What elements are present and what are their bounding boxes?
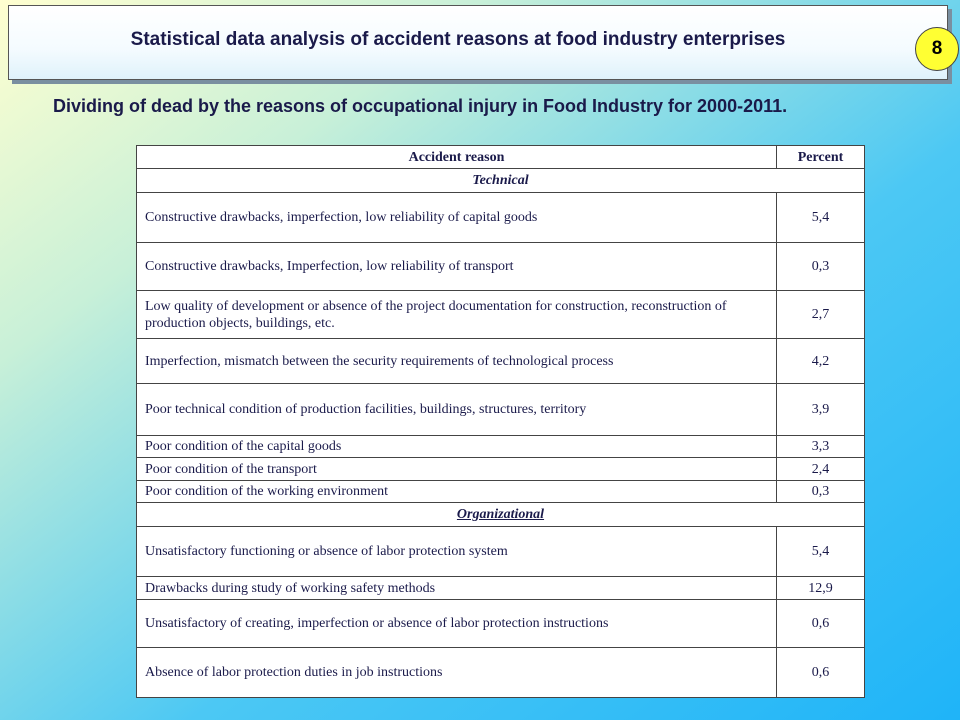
- reason-cell: Constructive drawbacks, Imperfection, low reliability of transport: [137, 243, 777, 291]
- reason-cell: Poor condition of the working environment: [137, 481, 777, 503]
- table-row: [137, 648, 865, 698]
- table-row: [137, 458, 865, 481]
- table-row: [137, 384, 865, 436]
- table-row: [137, 527, 865, 577]
- percent-cell: 4,2: [777, 339, 865, 384]
- table-row: [137, 291, 865, 339]
- percent-cell: 3,9: [777, 384, 865, 436]
- percent-cell: 0,6: [777, 600, 865, 648]
- group-label: Organizational: [456, 507, 545, 522]
- percent-cell: 3,3: [777, 436, 865, 458]
- reason-cell: Unsatisfactory of creating, imperfection or absence of labor protection instructions: [137, 600, 777, 648]
- reason-cell: Absence of labor protection duties in job instructions: [137, 648, 777, 698]
- reason-cell: Low quality of development or absence of the project documentation for construction, reconstruction of production objects, buildings, etc.: [137, 291, 777, 339]
- percent-cell: 2,4: [777, 458, 865, 481]
- title-banner: [8, 5, 948, 80]
- table-row: [137, 600, 865, 648]
- slide-title: Statistical data analysis of accident reasons at food industry enterprises: [130, 28, 786, 50]
- table-header-row: [137, 146, 865, 169]
- table-row: [137, 577, 865, 600]
- group-label: Technical: [137, 169, 865, 193]
- percent-cell: 12,9: [777, 577, 865, 600]
- group-row-organizational: [137, 503, 865, 527]
- percent-cell: 0,3: [777, 481, 865, 503]
- slide-number-badge: 8: [915, 27, 959, 71]
- table-caption: Dividing of dead by the reasons of occupational injury in Food Industry for 2000-2011.: [53, 96, 788, 116]
- table-row: [137, 243, 865, 291]
- table-row: [137, 193, 865, 243]
- table-row: [137, 436, 865, 458]
- percent-cell: 2,7: [777, 291, 865, 339]
- percent-cell: 0,6: [777, 648, 865, 698]
- reason-cell: Imperfection, mismatch between the security requirements of technological process: [137, 339, 777, 384]
- group-row-technical: [137, 169, 865, 193]
- reason-cell: Poor technical condition of production facilities, buildings, structures, territory: [137, 384, 777, 436]
- header-percent: Percent: [777, 146, 865, 169]
- percent-cell: 0,3: [777, 243, 865, 291]
- header-accident-reason: Accident reason: [137, 146, 777, 169]
- percent-cell: 5,4: [777, 193, 865, 243]
- reason-cell: Constructive drawbacks, imperfection, low reliability of capital goods: [137, 193, 777, 243]
- reason-cell: Poor condition of the capital goods: [137, 436, 777, 458]
- reason-cell: Poor condition of the transport: [137, 458, 777, 481]
- table-row: [137, 339, 865, 384]
- table-row: [137, 481, 865, 503]
- reason-cell: Unsatisfactory functioning or absence of labor protection system: [137, 527, 777, 577]
- group-label-cell: [137, 503, 865, 527]
- percent-cell: 5,4: [777, 527, 865, 577]
- reason-cell: Drawbacks during study of working safety methods: [137, 577, 777, 600]
- accident-reasons-table: [136, 145, 865, 698]
